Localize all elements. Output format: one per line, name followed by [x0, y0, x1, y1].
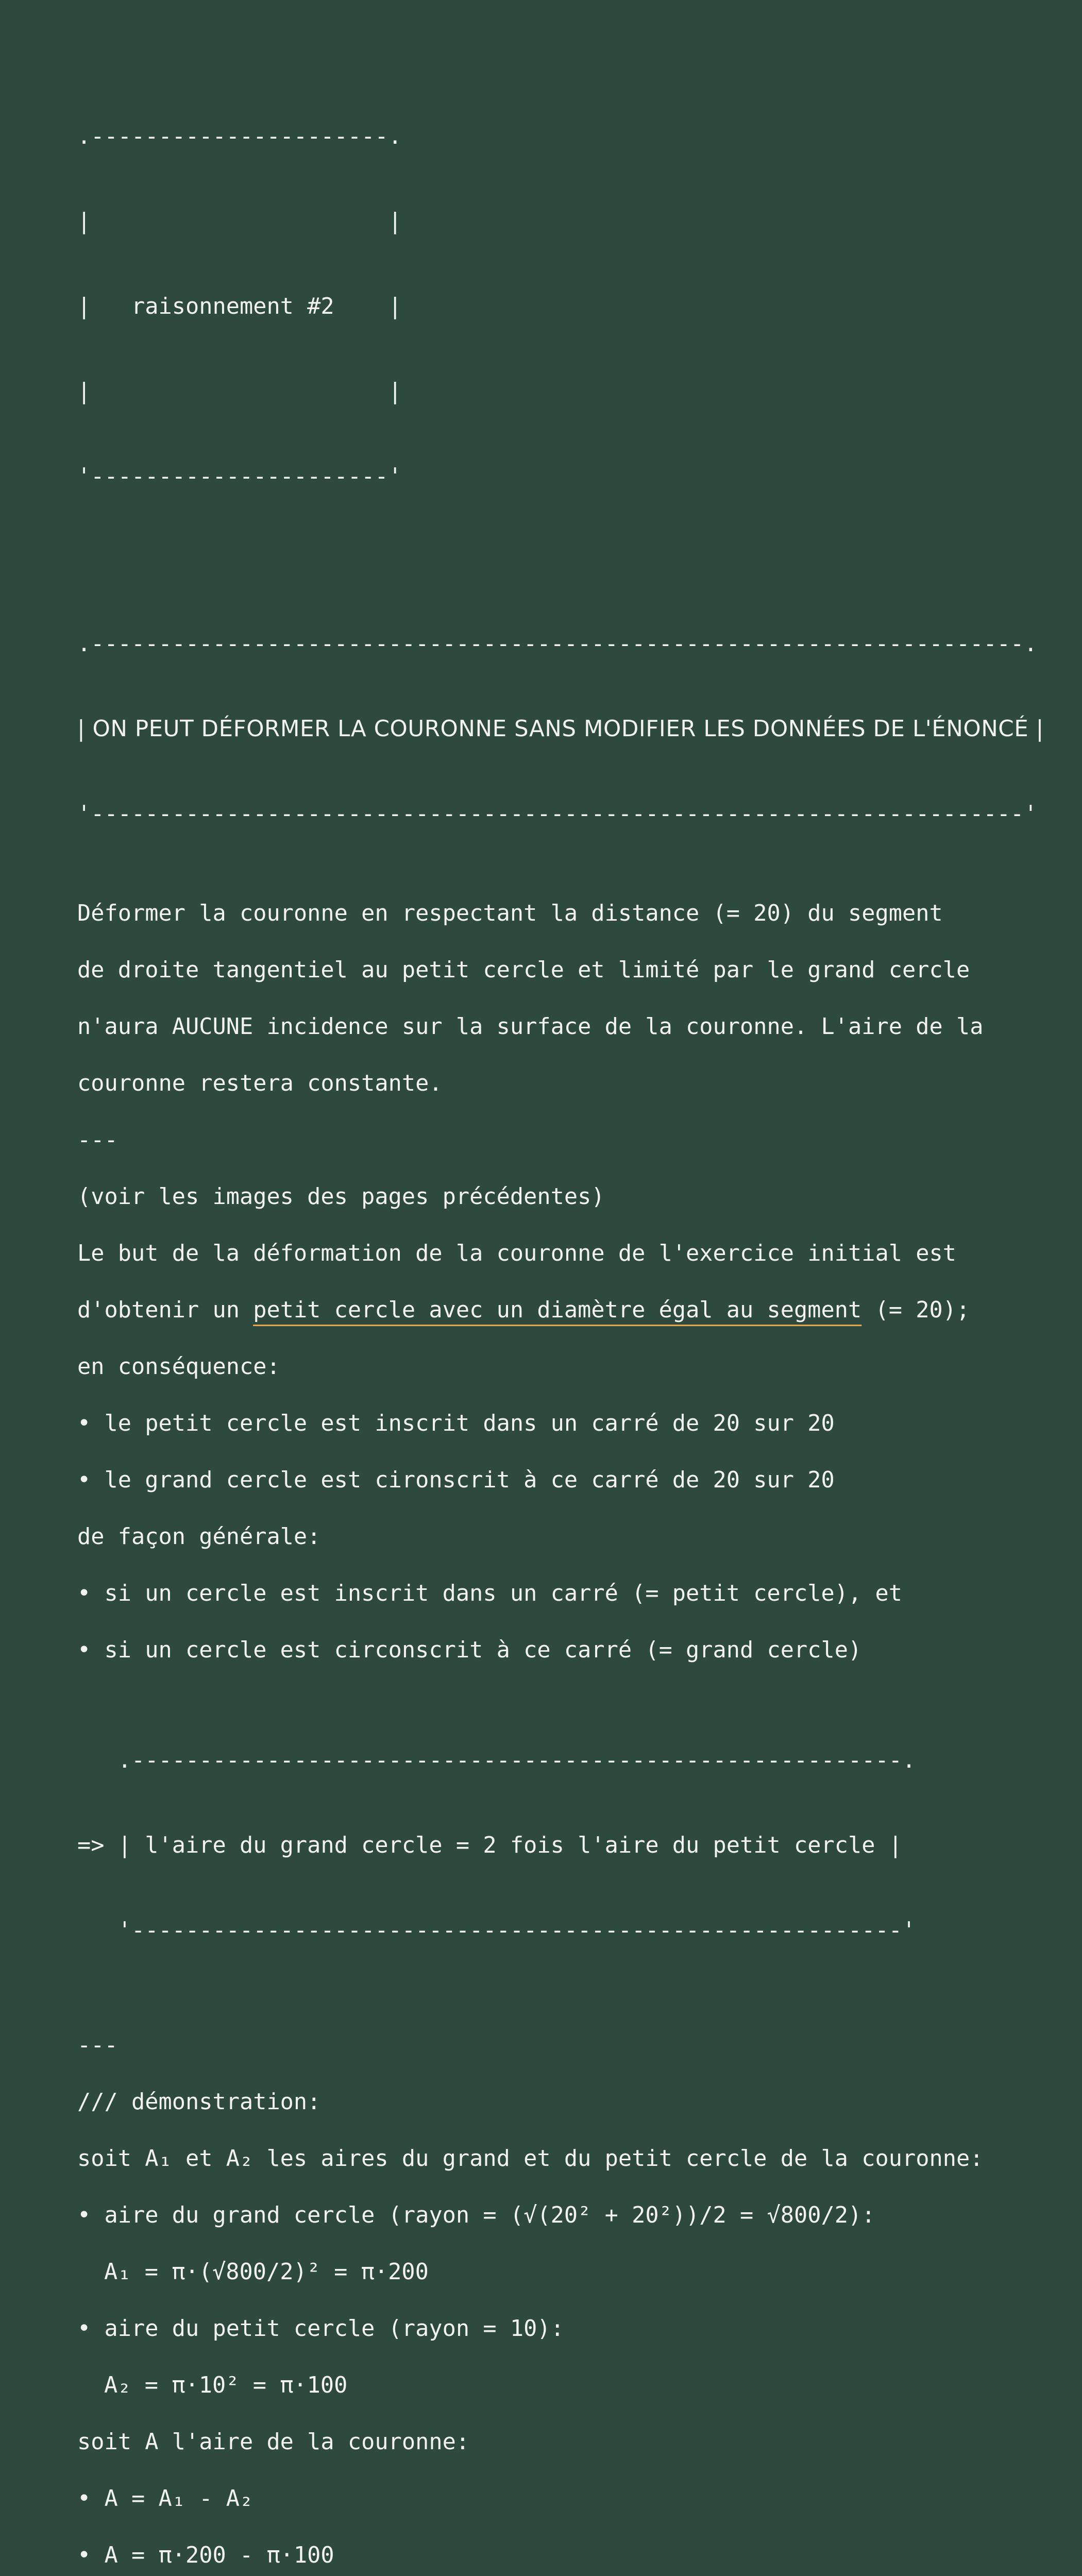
goal-line: Le but de la déformation de la couronne de l'exercice initial est	[77, 1241, 956, 1266]
goal-suffix: (= 20);	[861, 1297, 970, 1323]
underlined-phrase: petit cercle avec un diamètre égal au segment	[253, 1297, 862, 1323]
title-box-line: | |	[77, 379, 402, 404]
title-box-title: | raisonnement #2 |	[77, 294, 402, 319]
banner-heading: | ON PEUT DÉFORMER LA COURONNE SANS MODIFIER LES DONNÉES DE L'ÉNONCÉ |	[77, 716, 1044, 742]
general-intro: de façon générale:	[77, 1524, 321, 1550]
conclusion-box	[77, 1690, 1030, 2002]
banner-top: .---------------------------------------------------------------------.	[77, 631, 1038, 657]
separator: ---	[77, 1127, 118, 1153]
intro-line: n'aura AUCUNE incidence sur la surface de la couronne. L'aire de la	[77, 1014, 984, 1040]
formula: A₁ = π·(√800/2)² = π·200	[104, 2259, 429, 2285]
goal-line: en conséquence:	[77, 1354, 280, 1380]
formula: A₂ = π·10² = π·100	[104, 2372, 348, 2398]
see-images-note: (voir les images des pages précédentes)	[77, 1184, 605, 1210]
bullet-item: • aire du petit cercle (rayon = 10):	[77, 2316, 564, 2342]
banner-bottom: '---------------------------------------------------------------------'	[77, 801, 1038, 827]
title-box	[77, 66, 1030, 548]
title-box-line: | |	[77, 209, 402, 234]
demo-heading: /// démonstration:	[77, 2089, 321, 2115]
demo-intro: soit A₁ et A₂ les aires du grand et du petit cercle de la couronne:	[77, 2146, 984, 2172]
bullet-item: • si un cercle est inscrit dans un carré (= petit cercle), et	[77, 1581, 902, 1606]
intro-line: de droite tangentiel au petit cercle et limité par le grand cercle	[77, 957, 970, 983]
goal-prefix: d'obtenir un	[77, 1297, 253, 1323]
bullet-item: • A = A₁ - A₂	[77, 2486, 253, 2512]
area-intro: soit A l'aire de la couronne:	[77, 2429, 470, 2455]
goal-line	[77, 1282, 1030, 1338]
title-box-top: .----------------------.	[77, 124, 402, 149]
conclusion-bottom: '---------------------------------------------------------'	[77, 1918, 916, 1943]
bullet-item: • si un cercle est circonscrit à ce carré (= grand cercle)	[77, 1637, 862, 1663]
document-body	[77, 66, 1044, 2576]
title-box-bottom: '----------------------'	[77, 464, 402, 489]
banner-box	[77, 573, 1044, 885]
bullet-item: • le grand cercle est cironscrit à ce carré de 20 sur 20	[77, 1467, 835, 1493]
intro-line: Déformer la couronne en respectant la distance (= 20) du segment	[77, 901, 943, 926]
bullet-item: • A = π·200 - π·100	[77, 2543, 334, 2568]
separator: ---	[77, 2032, 118, 2058]
bullet-item: • aire du grand cercle (rayon = (√(20² + 20²))/2 = √800/2):	[77, 2202, 875, 2228]
intro-line: couronne restera constante.	[77, 1071, 443, 1096]
conclusion-text: => | l'aire du grand cercle = 2 fois l'aire du petit cercle |	[77, 1833, 902, 1858]
conclusion-top: .---------------------------------------------------------.	[77, 1748, 916, 1773]
bullet-item: • le petit cercle est inscrit dans un carré de 20 sur 20	[77, 1411, 835, 1436]
